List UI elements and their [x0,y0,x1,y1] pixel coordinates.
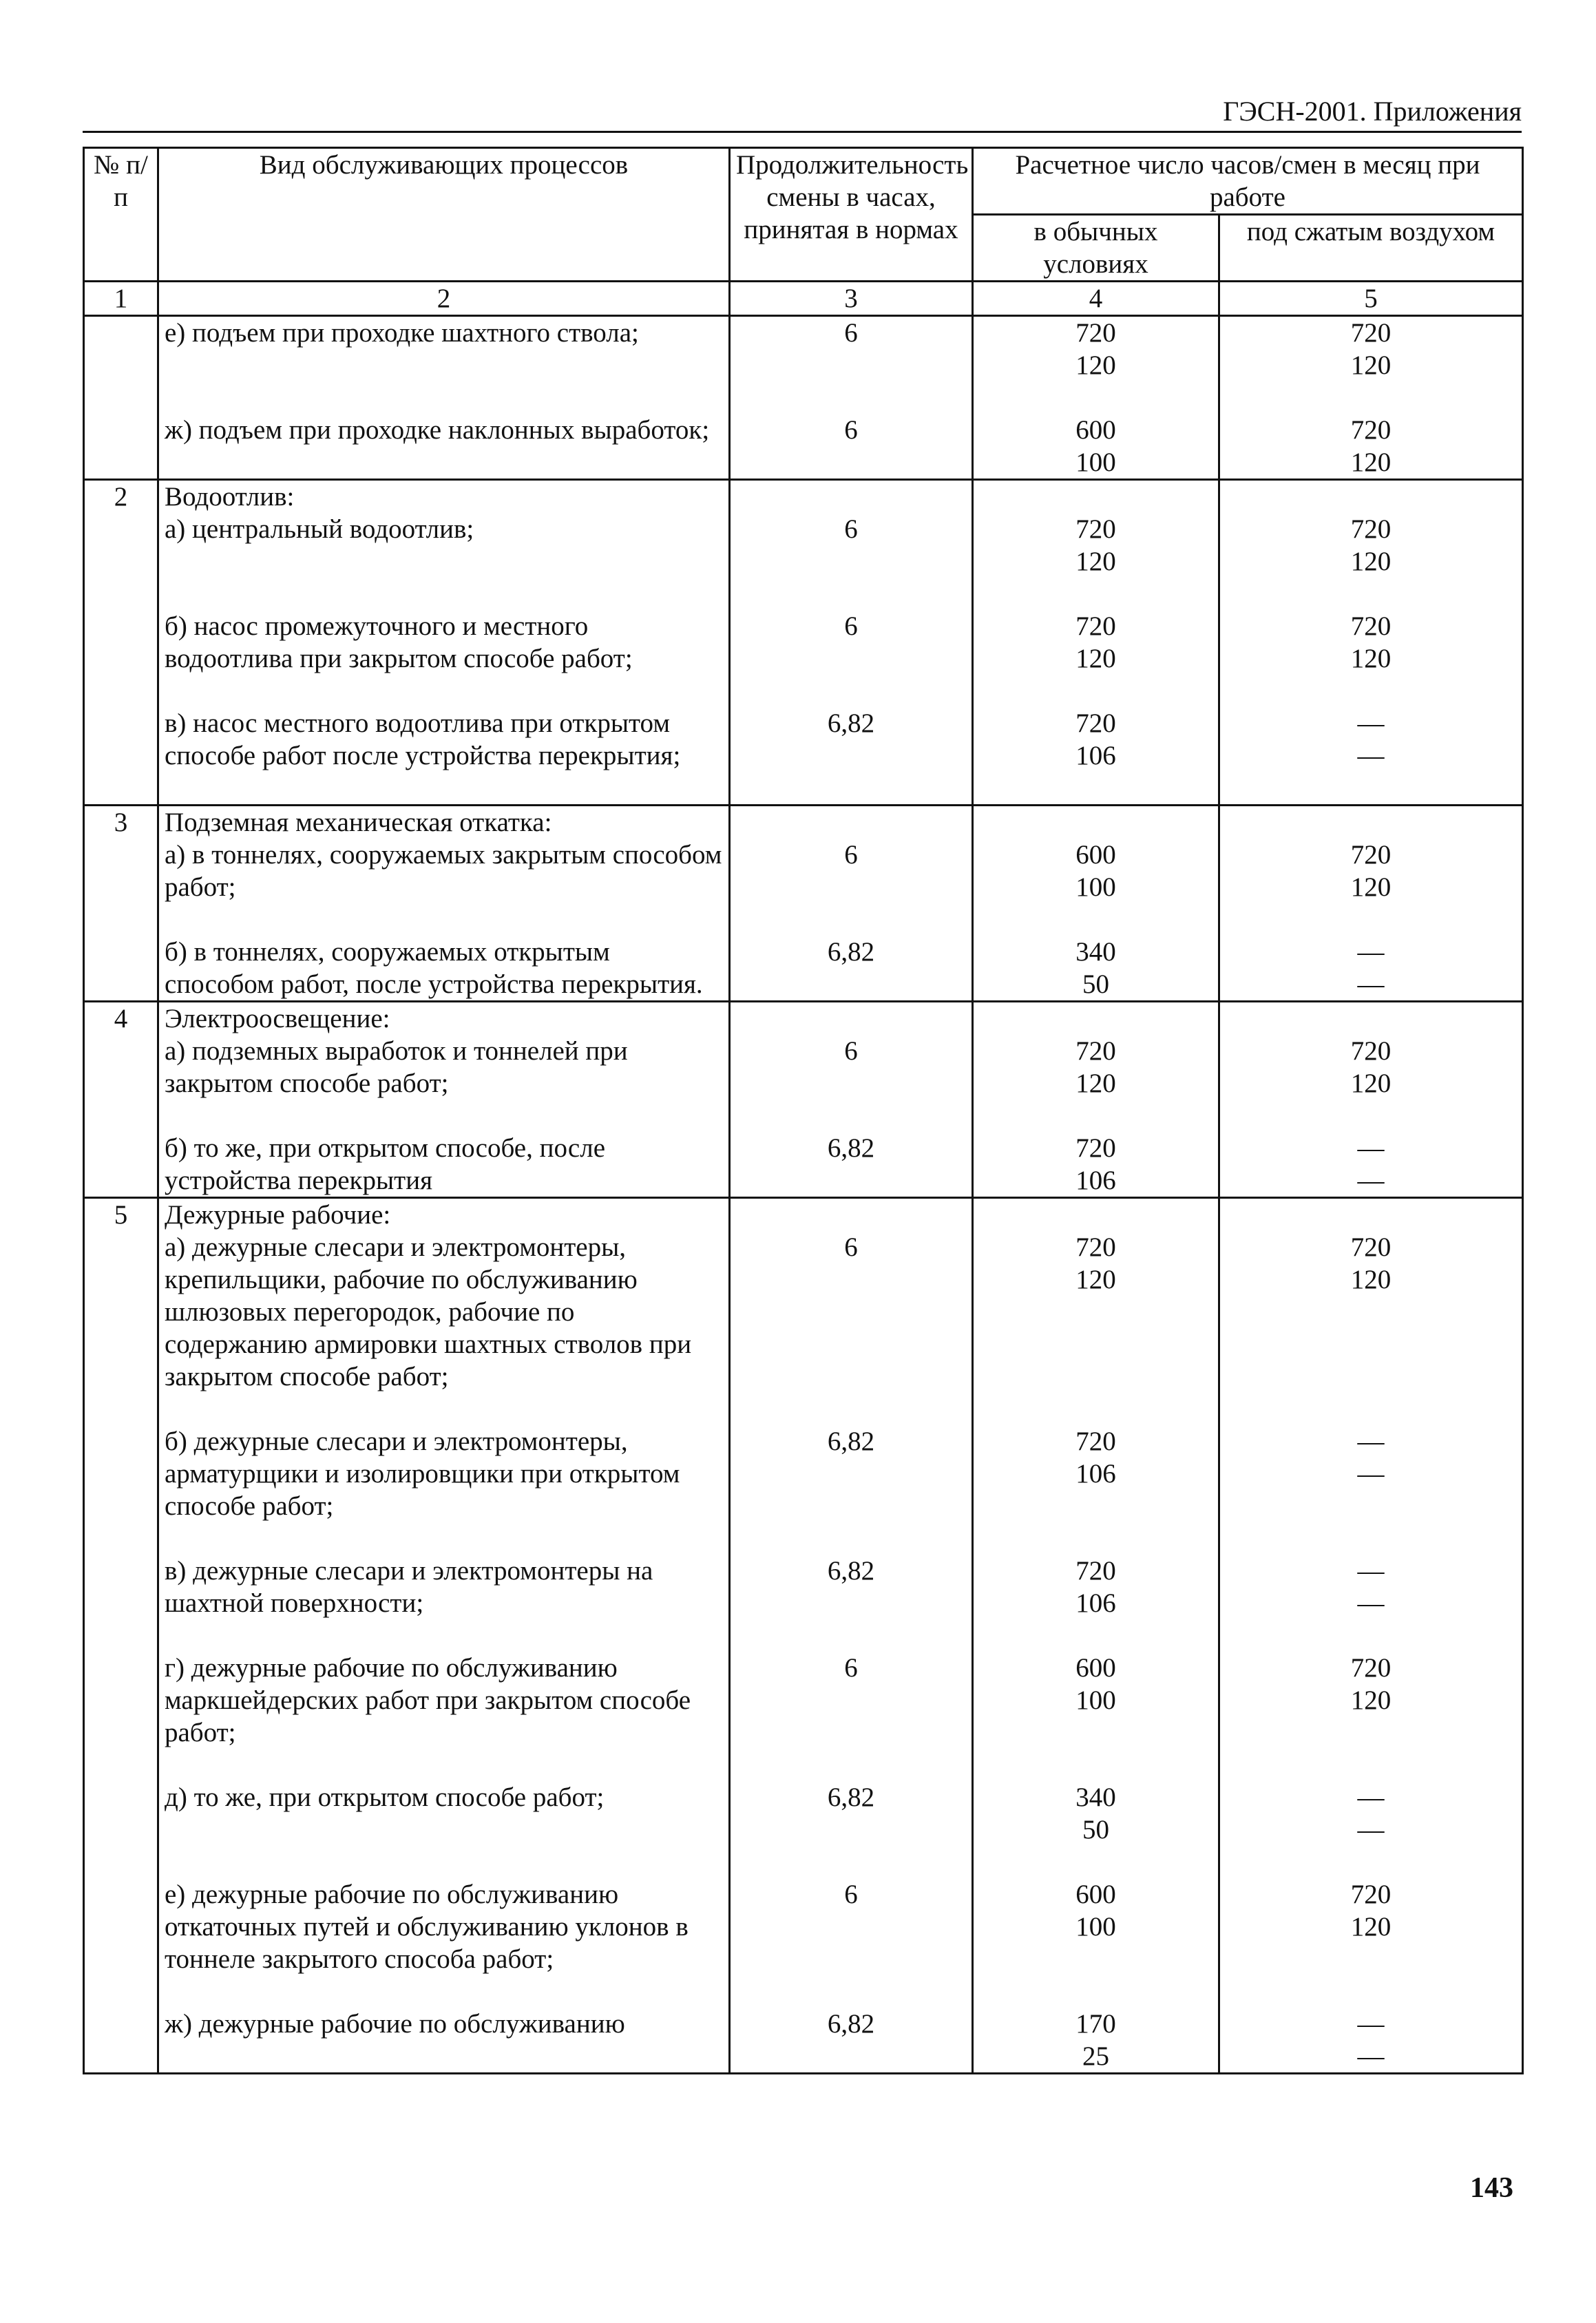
normal-value: 100 [1075,1912,1116,1942]
compressed-value: — [1357,969,1385,999]
duration-value: 6 [844,1880,858,1909]
compressed-hours-cell [1219,1002,1523,1198]
duration-cell [730,806,973,1002]
compressed-value: — [1357,1459,1385,1489]
normal-value: 720 [1075,1556,1116,1586]
compressed-value: 720 [1350,1653,1392,1683]
normal-hours-cell [973,316,1219,480]
normal-value: 720 [1075,1427,1116,1456]
duration-value: 6,82 [827,1427,875,1456]
compressed-value: 720 [1350,1232,1392,1262]
group-row [84,1002,1523,1198]
compressed-value: — [1357,1556,1385,1586]
group-title: Подземная механическая откатка: [165,808,552,837]
normal-value: 120 [1075,644,1116,673]
normal-value: 170 [1075,2009,1116,2039]
normal-value: 100 [1075,1685,1116,1715]
compressed-hours-cell [1219,1198,1523,2074]
duration-cell [730,316,973,480]
column-number: 2 [158,282,730,316]
duration-value: 6 [844,1036,858,1066]
compressed-value: 120 [1350,872,1392,902]
compressed-value: 120 [1350,644,1392,673]
duration-cell [730,480,973,806]
compressed-value: — [1357,1133,1385,1163]
compressed-value: — [1357,1166,1385,1195]
process-item: а) подземных выработок и тоннелей при закрытом способе работ; [165,1036,628,1098]
header-estimated: Расчетное число часов/смен в месяц при работе [973,148,1523,215]
compressed-value: 720 [1350,1880,1392,1909]
normal-value: 25 [1082,2041,1109,2071]
process-item: г) дежурные рабочие по обслуживанию маркшейдерских работ при закрытом способе работ; [165,1653,691,1747]
normal-value: 600 [1075,1880,1116,1909]
duration-value: 6,82 [827,1133,875,1163]
group-row [84,316,1523,480]
column-number: 4 [973,282,1219,316]
row-number-cell [84,316,158,480]
process-item: в) насос местного водоотлива при открытом способе работ после устройства перекрытия; [165,708,681,770]
compressed-value: — [1357,1588,1385,1618]
compressed-value: — [1357,2041,1385,2071]
header-process: Вид обслуживающих процессов [158,148,730,282]
normal-value: 720 [1075,1036,1116,1066]
process-item: а) в тоннелях, сооружаемых закрытым способом работ; [165,840,722,902]
process-item: е) дежурные рабочие по обслуживанию откаточных путей и обслуживанию уклонов в тоннеле закрытого способа работ; [165,1880,689,1974]
group-title: Дежурные рабочие: [165,1200,391,1230]
compressed-value: 720 [1350,415,1392,445]
normal-value: 720 [1075,1232,1116,1262]
normal-value: 106 [1075,741,1116,770]
process-item: д) то же, при открытом способе работ; [165,1783,605,1812]
duration-value: 6 [844,514,858,544]
normal-value: 50 [1082,969,1109,999]
duration-value: 6 [844,1653,858,1683]
duration-value: 6 [844,415,858,445]
column-numbers-row [84,282,1523,316]
normal-value: 100 [1075,448,1116,477]
process-cell [158,1002,730,1198]
process-cell [158,1198,730,2074]
process-cell [158,316,730,480]
compressed-value: 120 [1350,350,1392,380]
process-item: ж) дежурные рабочие по обслуживанию [165,2009,625,2039]
compressed-value: 720 [1350,840,1392,870]
process-item: в) дежурные слесари и электромонтеры на шахтной поверхности; [165,1556,653,1618]
row-number: 3 [114,808,128,837]
column-number: 1 [84,282,158,316]
compressed-hours-cell [1219,480,1523,806]
header-compressed: под сжатым воздухом [1219,215,1523,282]
normal-value: 120 [1075,1069,1116,1098]
compressed-value: — [1357,1783,1385,1812]
compressed-value: 120 [1350,448,1392,477]
process-cell [158,480,730,806]
header-rule [83,131,1522,133]
normal-value: 106 [1075,1459,1116,1489]
normal-value: 720 [1075,611,1116,641]
group-row [84,806,1523,1002]
duration-value: 6,82 [827,1556,875,1586]
compressed-value: 720 [1350,611,1392,641]
running-head: ГЭСН-2001. Приложения [1223,96,1522,127]
compressed-value: 120 [1350,1265,1392,1294]
row-number-cell [84,1198,158,2074]
row-number-cell [84,1002,158,1198]
header-num: № п/п [84,148,158,282]
duration-cell [730,1002,973,1198]
normal-value: 720 [1075,708,1116,738]
normal-value: 100 [1075,872,1116,902]
compressed-value: 120 [1350,1912,1392,1942]
compressed-value: — [1357,708,1385,738]
normal-value: 340 [1075,937,1116,967]
normal-value: 720 [1075,1133,1116,1163]
compressed-value: 720 [1350,514,1392,544]
normal-value: 340 [1075,1783,1116,1812]
compressed-value: — [1357,937,1385,967]
normal-value: 600 [1075,1653,1116,1683]
process-item: ж) подъем при проходке наклонных выработок; [165,415,710,445]
row-number: 2 [114,482,128,512]
compressed-value: — [1357,741,1385,770]
compressed-value: 120 [1350,1685,1392,1715]
process-item: а) центральный водоотлив; [165,514,474,544]
normal-value: 120 [1075,1265,1116,1294]
compressed-hours-cell [1219,316,1523,480]
duration-cell [730,1198,973,2074]
header-duration: Продолжительность смены в часах, принятая в нормах [730,148,973,282]
normal-hours-cell [973,1002,1219,1198]
process-item: б) то же, при открытом способе, после устройства перекрытия [165,1133,606,1195]
normal-hours-cell [973,480,1219,806]
column-number: 5 [1219,282,1523,316]
table-body [84,316,1523,2074]
duration-value: 6,82 [827,937,875,967]
row-number-cell [84,480,158,806]
duration-value: 6 [844,318,858,348]
compressed-value: 720 [1350,1036,1392,1066]
compressed-value: — [1357,1815,1385,1844]
normal-value: 120 [1075,350,1116,380]
page-number: 143 [1470,2172,1513,2204]
compressed-value: 120 [1350,1069,1392,1098]
header-normal: в обычных условиях [973,215,1219,282]
process-item: а) дежурные слесари и электромонтеры, крепильщики, рабочие по обслуживанию шлюзовых перегородок, рабочие по содержанию армировки шахтных стволов при закрытом способе работ; [165,1232,692,1391]
row-number: 5 [114,1200,128,1230]
process-cell [158,806,730,1002]
process-item: б) дежурные слесари и электромонтеры, арматурщики и изолировщики при открытом способе работ; [165,1427,680,1521]
duration-value: 6 [844,840,858,870]
normal-value: 106 [1075,1166,1116,1195]
group-row [84,1198,1523,2074]
group-title: Электроосвещение: [165,1004,390,1033]
normal-value: 720 [1075,318,1116,348]
group-title: Водоотлив: [165,482,295,512]
normal-value: 600 [1075,840,1116,870]
normal-value: 720 [1075,514,1116,544]
duration-value: 6,82 [827,2009,875,2039]
compressed-value: 120 [1350,547,1392,576]
compressed-hours-cell [1219,806,1523,1002]
row-number-cell [84,806,158,1002]
duration-value: 6 [844,611,858,641]
normal-value: 106 [1075,1588,1116,1618]
process-item: б) в тоннелях, сооружаемых открытым способом работ, после устройства перекрытия. [165,937,703,999]
normal-value: 50 [1082,1815,1109,1844]
column-number: 3 [730,282,973,316]
duration-value: 6,82 [827,708,875,738]
normal-value: 120 [1075,547,1116,576]
process-item: е) подъем при проходке шахтного ствола; [165,318,639,348]
compressed-value: 720 [1350,318,1392,348]
duration-value: 6,82 [827,1783,875,1812]
normal-value: 600 [1075,415,1116,445]
process-item: б) насос промежуточного и местного водоотлива при закрытом способе работ; [165,611,633,673]
norms-table [83,147,1524,2074]
normal-hours-cell [973,1198,1219,2074]
normal-hours-cell [973,806,1219,1002]
group-row [84,480,1523,806]
compressed-value: — [1357,2009,1385,2039]
compressed-value: — [1357,1427,1385,1456]
duration-value: 6 [844,1232,858,1262]
row-number: 4 [114,1004,128,1033]
